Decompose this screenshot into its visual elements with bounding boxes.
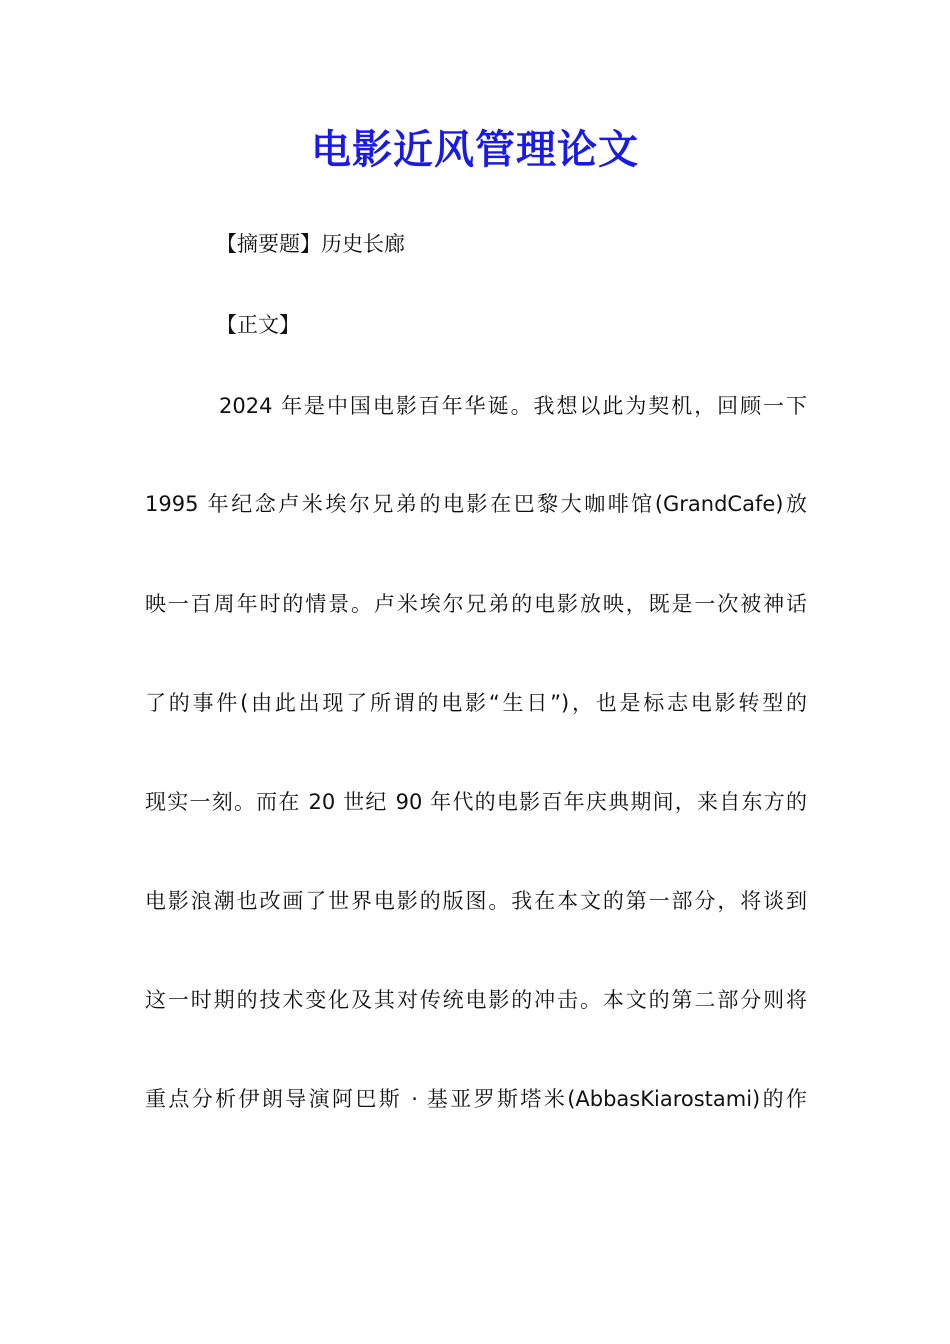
- paragraph-line: 2024 年是中国电影百年华诞。我想以此为契机，回顾一下: [219, 394, 807, 418]
- paragraph-line: 了的事件(由此出现了所谓的电影“生日”)，也是标志电影转型的: [145, 691, 807, 715]
- paragraph-line: 映一百周年时的情景。卢米埃尔兄弟的电影放映，既是一次被神话: [145, 592, 807, 616]
- abstract-line: 【摘要题】历史长廊: [216, 232, 405, 256]
- document-title: 电影近风管理论文: [311, 126, 639, 173]
- paragraph-line: 现实一刻。而在 20 世纪 90 年代的电影百年庆典期间，来自东方的: [145, 790, 807, 814]
- paragraph-line: 重点分析伊朗导演阿巴斯 · 基亚罗斯塔米(AbbasKiarostami)的作: [145, 1087, 807, 1111]
- paragraph-line: 1995 年纪念卢米埃尔兄弟的电影在巴黎大咖啡馆(GrandCafe)放: [145, 492, 807, 516]
- paragraph-line: 这一时期的技术变化及其对传统电影的冲击。本文的第二部分则将: [145, 988, 807, 1012]
- paragraph-line: 电影浪潮也改画了世界电影的版图。我在本文的第一部分，将谈到: [145, 889, 807, 913]
- body-heading: 【正文】: [216, 313, 300, 337]
